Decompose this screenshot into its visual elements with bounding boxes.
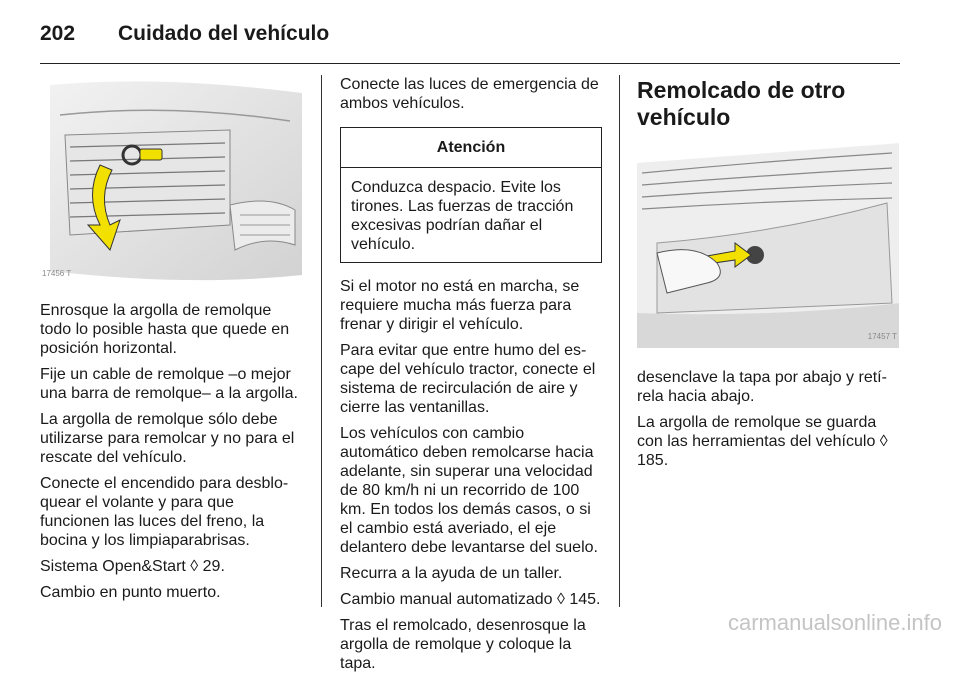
section-title: Cuidado del vehículo (118, 22, 330, 45)
column-1 (40, 75, 302, 609)
paragraph: desenclave la tapa por abajo y retírela hacia abajo. (637, 369, 887, 405)
figure-code: 17456 T (42, 269, 72, 278)
paragraph: La argolla de remolque sólo debe utilizarse para remolcar y no para el rescate del vehículo. (40, 411, 295, 466)
paragraph: Sistema Open&Start ◊ 29. (40, 558, 225, 575)
paragraph: Los vehículos con cambio automático deben remolcarse hacia adelante, sin superar una velocidad de 80 km/h ni un recorrido de 100 km. En todos los demás casos, o si el cambio está averiado, el eje delantero debe levantarse del suelo. (340, 425, 598, 556)
tow-cover-figure (637, 143, 899, 348)
paragraph: Conecte el encendido para desbloquear el volante y para que funcionen las luces del freno, la bocina y los limpiaparabrisas. (40, 475, 289, 549)
watermark: carmanualsonline.info (727, 610, 942, 635)
page-number: 202 (40, 22, 76, 45)
tow-cover-illustration (637, 143, 899, 348)
column-divider-1 (321, 75, 322, 607)
page-header (40, 16, 329, 52)
paragraph: Para evitar que entre humo del escape del vehículo tractor, conecte el sistema de recirculación de aire y cierre las ventanillas. (340, 342, 596, 416)
attention-title: Atención (341, 128, 601, 168)
column-2 (340, 75, 602, 680)
paragraph: Enrosque la argolla de remolque todo lo posible hasta que quede en posición horizontal. (40, 302, 290, 357)
tow-eye-illustration (40, 75, 302, 285)
paragraph: Si el motor no está en marcha, se requiere mucha más fuerza para frenar y dirigir el vehículo. (340, 278, 580, 333)
paragraph: La argolla de remolque se guarda con las herramientas del vehículo ◊ 185. (637, 414, 888, 469)
paragraph: Recurra a la ayuda de un taller. (340, 565, 563, 582)
tow-eye-figure (40, 75, 302, 285)
header-rule (40, 63, 900, 64)
attention-body: Conduzca despacio. Evite los tirones. Las fuerzas de tracción excesivas podrían dañar el vehículo. (351, 179, 574, 253)
paragraph: Fije un cable de remolque –o mejor una barra de remolque– a la argolla. (40, 366, 298, 402)
column-3 (637, 75, 901, 477)
paragraph: Conecte las luces de emergencia de ambos vehículos. (340, 76, 599, 112)
paragraph: Cambio manual automatizado ◊ 145. (340, 591, 601, 608)
attention-box (340, 127, 602, 263)
figure-code: 17457 T (867, 332, 897, 341)
paragraph: Tras el remolcado, desenrosque la argolla de remolque y coloque la tapa. (340, 617, 586, 672)
section-heading: Remolcado de otro vehículo (637, 77, 846, 130)
paragraph: Cambio en punto muerto. (40, 584, 221, 601)
column-divider-2 (619, 75, 620, 607)
